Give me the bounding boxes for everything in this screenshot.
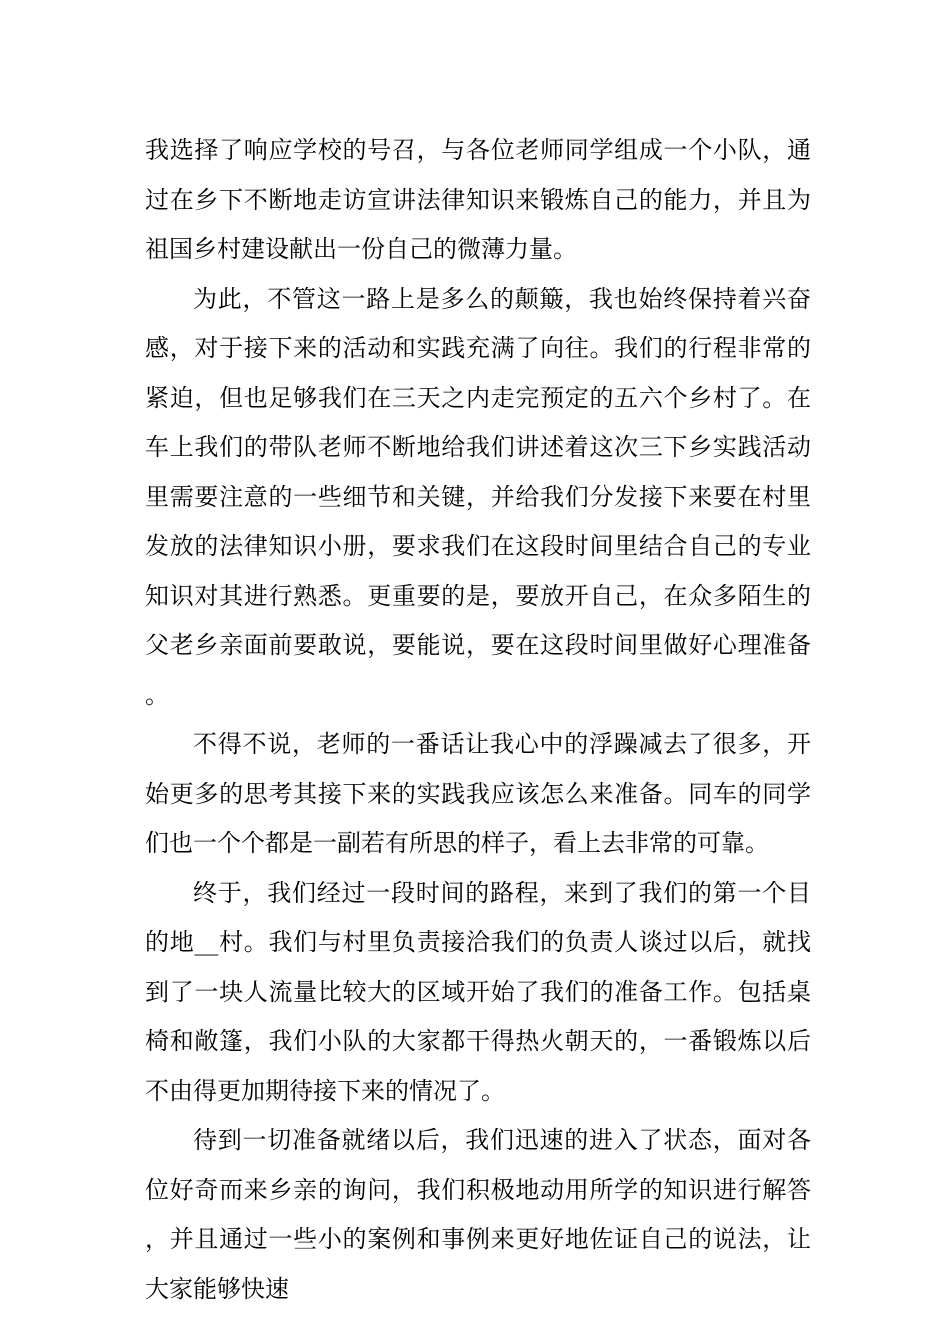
paragraph: 不得不说，老师的一番话让我心中的浮躁减去了很多，开始更多的思考其接下来的实践我应该怎么来准备。同车的同学们也一个个都是一副若有所思的样子，看上去非常的可靠。 xyxy=(145,730,811,857)
paragraph: 终于，我们经过一段时间的路程，来到了我们的第一个目的地__村。我们与村里负责接洽我们的负责人谈过以后，就找到了一块人流量比较大的区域开始了我们的准备工作。包括桌椅和敞篷，我们小队的大家都干得热火朝天的，一番锻炼以后不由得更加期待接下来的情况了。 xyxy=(145,878,811,1105)
document-body xyxy=(145,126,811,1314)
paragraph: 为此，不管这一路上是多么的颠簸，我也始终保持着兴奋感，对于接下来的活动和实践充满了向往。我们的行程非常的紧迫，但也足够我们在三天之内走完预定的五六个乡村了。在车上我们的带队老师不断地给我们讲述着这次三下乡实践活动里需要注意的一些细节和关键，并给我们分发接下来要在村里发放的法律知识小册，要求我们在这段时间里结合自己的专业知识对其进行熟悉。更重要的是，要放开自己，在众多陌生的父老乡亲面前要敢说，要能说，要在这段时间里做好心理准备。 xyxy=(145,284,811,709)
paragraph: 待到一切准备就绪以后，我们迅速的进入了状态，面对各位好奇而来乡亲的询问，我们积极地动用所学的知识进行解答，并且通过一些小的案例和事例来更好地佐证自己的说法，让大家能够快速 xyxy=(145,1126,811,1303)
paragraph: 我选择了响应学校的号召，与各位老师同学组成一个小队，通过在乡下不断地走访宣讲法律知识来锻炼自己的能力，并且为祖国乡村建设献出一份自己的微薄力量。 xyxy=(145,136,811,263)
